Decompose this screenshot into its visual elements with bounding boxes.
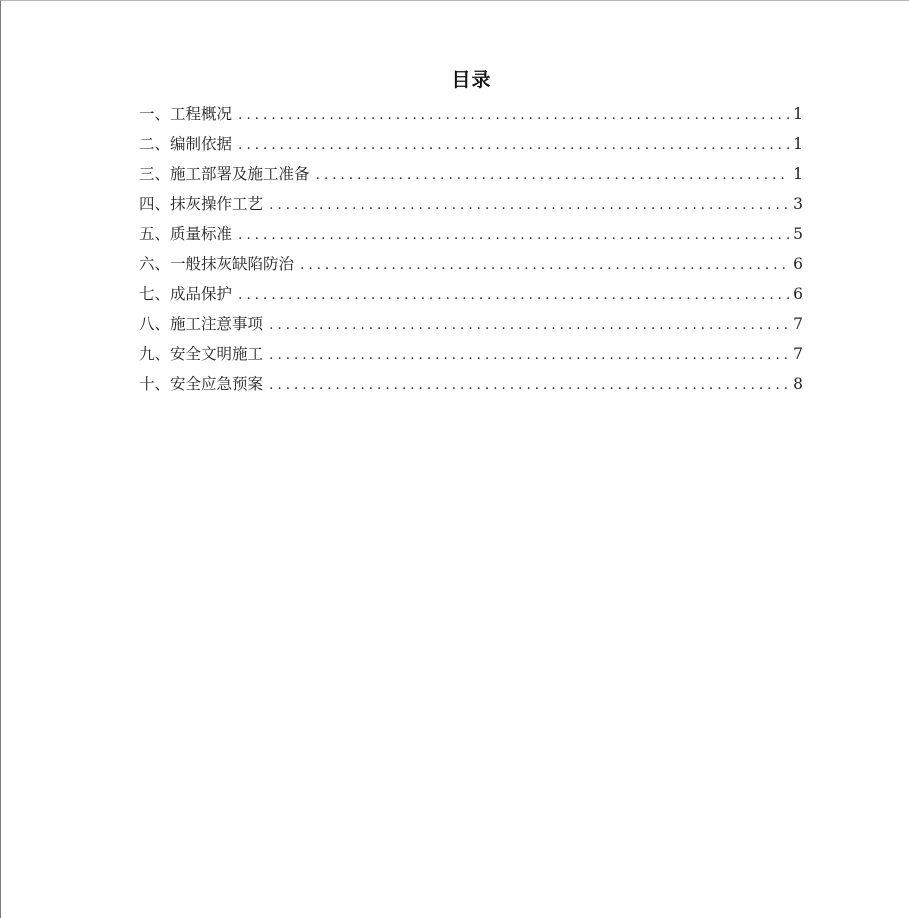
toc-entry-label: 十、安全应急预案 <box>139 375 264 393</box>
toc-entry-page: 7 <box>793 315 803 333</box>
toc-entry-label: 五、质量标准 <box>139 225 233 243</box>
toc-entry[interactable] <box>139 219 803 249</box>
toc-dot-leader <box>238 130 789 160</box>
toc-entry-label: 八、施工注意事项 <box>139 315 264 333</box>
toc-entry-page: 1 <box>793 135 803 153</box>
toc-entry[interactable] <box>139 369 803 399</box>
toc-entry[interactable] <box>139 129 803 159</box>
toc-entry[interactable] <box>139 99 803 129</box>
toc-entry-page: 1 <box>793 165 803 183</box>
toc-entry[interactable] <box>139 159 803 189</box>
toc-entry-label: 一、工程概况 <box>139 105 233 123</box>
toc-entry[interactable] <box>139 309 803 339</box>
toc-entry-label: 九、安全文明施工 <box>139 345 264 363</box>
toc-entry[interactable] <box>139 249 803 279</box>
toc-entry-label: 四、抹灰操作工艺 <box>139 195 264 213</box>
toc-dot-leader <box>269 340 789 370</box>
toc-entry-label: 六、一般抹灰缺陷防治 <box>139 255 295 273</box>
toc-entry-label: 三、施工部署及施工准备 <box>139 165 310 183</box>
toc-entry[interactable] <box>139 189 803 219</box>
toc-dot-leader <box>300 250 789 280</box>
toc-entry-label: 二、编制依据 <box>139 135 233 153</box>
toc-dot-leader <box>238 100 789 130</box>
toc-dot-leader <box>269 190 789 220</box>
toc-entry-page: 8 <box>793 375 803 393</box>
toc-dot-leader <box>269 370 789 400</box>
toc-entry-page: 6 <box>793 285 803 303</box>
toc-dot-leader <box>238 280 789 310</box>
toc-dot-leader <box>269 310 789 340</box>
toc-entry-page: 3 <box>793 195 803 213</box>
toc-dot-leader <box>316 160 789 190</box>
toc-entry[interactable] <box>139 279 803 309</box>
table-of-contents <box>139 99 803 399</box>
toc-entry-page: 1 <box>793 105 803 123</box>
toc-entry-label: 七、成品保护 <box>139 285 233 303</box>
toc-entry-page: 5 <box>793 225 803 243</box>
page-title: 目录 <box>451 69 492 91</box>
toc-dot-leader <box>238 220 789 250</box>
toc-entry-page: 7 <box>793 345 803 363</box>
toc-entry[interactable] <box>139 339 803 369</box>
toc-entry-page: 6 <box>793 255 803 273</box>
